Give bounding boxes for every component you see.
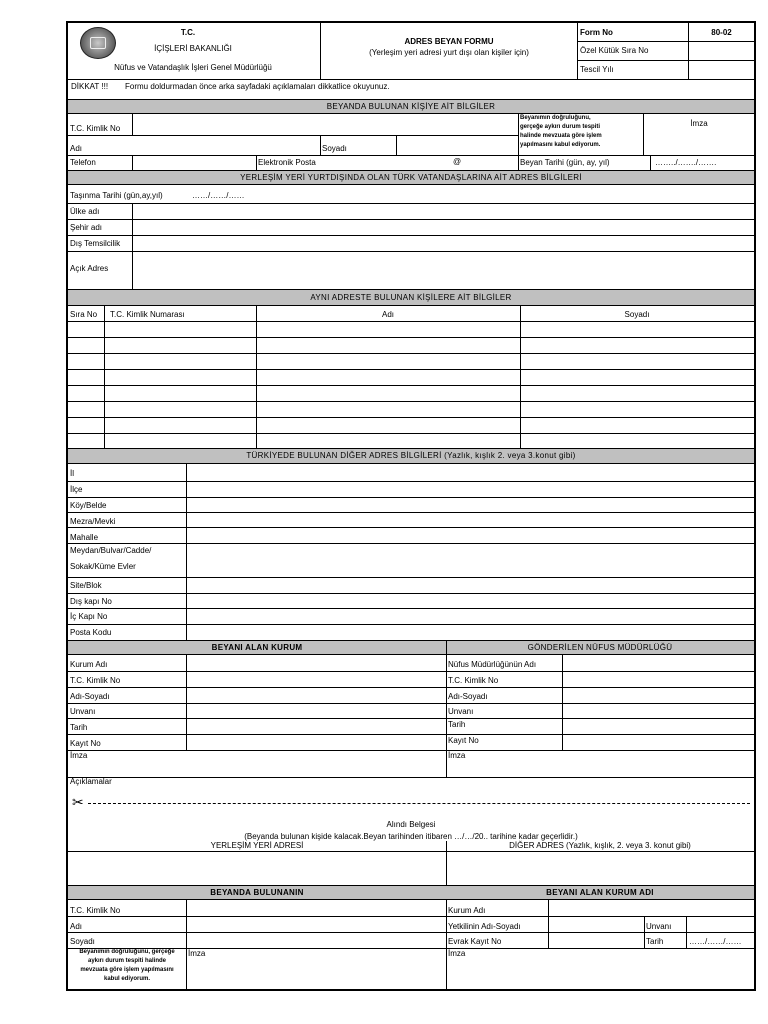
- receipt-imza-left: İmza: [188, 949, 206, 958]
- col-soyadi: Soyadı: [624, 310, 650, 319]
- cut-line: [88, 803, 750, 804]
- receipt-adi-label: Adı: [70, 922, 83, 931]
- address-declaration-form: [66, 21, 756, 991]
- tasinma-tarihi-blank: ……/……/……: [192, 191, 245, 200]
- nufus-kayit-label: Kayıt No: [448, 736, 479, 745]
- declaration-line-3: halinde mevzuata göre işlem: [520, 133, 602, 139]
- kurum-tc-label: T.C. Kimlik No: [70, 676, 121, 685]
- section-other-address-title: TÜRKİYEDE BULUNAN DİĞER ADRES BİLGİLERİ (Yazlık, kışlık 2. veya 3.konut gibi): [68, 448, 754, 464]
- receipt-kurum-adi-label: Kurum Adı: [448, 906, 486, 915]
- receipt-decl-1: Beyanımın doğruluğunu, gerçeğe: [79, 949, 175, 955]
- aciklamalar-label: Açıklamalar: [70, 777, 112, 786]
- nufus-adi-soyadi-label: Adı-Soyadı: [448, 692, 488, 701]
- receipt-soyadi-label: Soyadı: [70, 937, 95, 946]
- receipt-imza-right: İmza: [448, 949, 466, 958]
- warning-text: Formu doldurmadan önce arka sayfadaki açıklamaları dikkatlice okuyunuz.: [125, 82, 390, 91]
- beyani-alan-kurum-adi-title: BEYANI ALAN KURUM ADI: [446, 885, 754, 900]
- nufus-tc-label: T.C. Kimlik No: [448, 676, 499, 685]
- beyanda-bulunanin-title: BEYANDA BULUNANIN: [68, 885, 446, 900]
- koy-belde-label: Köy/Belde: [70, 501, 107, 510]
- posta-kodu-label: Posta Kodu: [70, 628, 112, 637]
- dis-kapi-label: Dış kapı No: [70, 597, 112, 606]
- receipt-evrak-label: Evrak Kayıt No: [448, 937, 502, 946]
- kurum-imza-label: İmza: [70, 751, 88, 760]
- soyadi-label: Soyadı: [322, 144, 347, 153]
- mezra-mevki-label: Mezra/Mevki: [70, 517, 116, 526]
- section-abroad-address-title: YERLEŞİM YERİ YURTDIŞINDA OLAN TÜRK VATANDAŞLARINA AİT ADRES BİLGİLERİ: [68, 170, 754, 185]
- tescil-yili-label: Tescil Yılı: [580, 65, 614, 74]
- col-adi: Adı: [381, 310, 394, 319]
- receipt-decl-2: aykırı durum tespiti halinde: [87, 958, 167, 964]
- kurum-unvani-label: Unvanı: [70, 707, 96, 716]
- header-tc: T.C.: [180, 28, 196, 37]
- col-tc-kimlik: T.C. Kimlik Numarası: [110, 310, 185, 319]
- meydan-bulvar-label: Meydan/Bulvar/Cadde/: [70, 546, 152, 555]
- beyan-tarihi-label: Beyan Tarihi (gün, ay, yıl): [520, 158, 610, 167]
- declaration-line-4: yapılmasını kabul ediyorum.: [520, 142, 601, 148]
- receipt-tarih-blank: ……/……/……: [689, 937, 742, 946]
- ic-kapi-label: İç Kapı No: [70, 612, 108, 621]
- declaration-line-2: gerçeğe aykırı durum tespiti: [520, 124, 601, 130]
- receipt-title: Alındı Belgesi: [386, 820, 436, 829]
- form-no-value: 80-02: [711, 28, 732, 37]
- nufus-tarih-label: Tarih: [448, 720, 466, 729]
- ulke-label: Ülke adı: [70, 207, 100, 216]
- tasinma-tarihi-label: Taşınma Tarihi (gün,ay,yıl): [70, 191, 163, 200]
- beyani-alan-kurum-title: BEYANI ALAN KURUM: [68, 640, 446, 655]
- receipt-unvani-label: Unvanı: [646, 922, 672, 931]
- col-sira-no: Sıra No: [70, 310, 98, 319]
- form-subtitle: (Yerleşim yeri adresi yurt dışı olan kişiler için): [369, 48, 529, 57]
- scissors-icon: ✂: [72, 794, 84, 810]
- dis-temsilcilik-label: Dış Temsilcilik: [70, 239, 121, 248]
- tc-kimlik-label: T.C. Kimlik No: [70, 124, 121, 133]
- receipt-decl-3: mevzuata göre işlem yapılmasını: [80, 967, 174, 973]
- imza-label: İmza: [690, 119, 708, 128]
- section-same-address-people-title: AYNI ADRESTE BULUNAN KİŞİLERE AİT BİLGİLER: [68, 289, 754, 306]
- section-personal-info-title: BEYANDA BULUNAN KİŞİYE AİT BİLGİLER: [68, 99, 754, 114]
- nufus-unvani-label: Unvanı: [448, 707, 474, 716]
- kurum-kayit-label: Kayıt No: [70, 739, 101, 748]
- form-title: ADRES BEYAN FORMU: [404, 37, 494, 46]
- sehir-label: Şehir adı: [70, 223, 103, 232]
- header-directorate: Nüfus ve Vatandaşlık İşleri Genel Müdürlüğü: [114, 63, 272, 72]
- sokak-label: Sokak/Küme Evler: [70, 562, 136, 571]
- warning-label: DİKKAT !!!: [71, 82, 109, 91]
- ministry-seal-icon: [80, 27, 116, 59]
- kurum-tarih-label: Tarih: [70, 723, 88, 732]
- adi-label: Adı: [70, 144, 83, 153]
- receipt-decl-4: kabul ediyorum.: [103, 976, 150, 982]
- receipt-yetkili-label: Yetkilinin Adı-Soyadı: [448, 922, 521, 931]
- beyan-tarihi-blank: ……../……./…….: [655, 158, 717, 167]
- ozel-kutuk-label: Özel Kütük Sıra No: [580, 46, 649, 55]
- nufus-imza-label: İmza: [448, 751, 466, 760]
- receipt-yerlesim-label: YERLEŞİM YERİ ADRESİ: [210, 841, 304, 850]
- declaration-line-1: Beyanımın doğruluğunu,: [520, 115, 591, 121]
- form-no-label: Form No: [580, 28, 613, 37]
- site-blok-label: Site/Blok: [70, 581, 102, 590]
- header-ministry: İÇİŞLERİ BAKANLIĞI: [154, 44, 232, 53]
- kurum-adi-label: Kurum Adı: [70, 660, 108, 669]
- eposta-label: Elektronik Posta: [258, 158, 316, 167]
- il-label: İl: [70, 469, 74, 478]
- receipt-tarih-label: Tarih: [646, 937, 664, 946]
- nufus-adi-label: Nüfus Müdürlüğünün Adı: [448, 660, 537, 669]
- telefon-label: Telefon: [70, 158, 96, 167]
- receipt-tc-label: T.C. Kimlik No: [70, 906, 121, 915]
- receipt-diger-label: DİĞER ADRES (Yazlık, kışlık, 2. veya 3. konut gibi): [509, 841, 691, 850]
- mahalle-label: Mahalle: [70, 533, 99, 542]
- at-sign: @: [453, 157, 462, 166]
- acik-adres-label: Açık Adres: [70, 264, 109, 273]
- receipt-subtitle: (Beyanda bulunan kişide kalacak.Beyan tarihinden itibaren …/…/20.. tarihine kadar geçerlidir.): [244, 832, 578, 841]
- kurum-adi-soyadi-label: Adı-Soyadı: [70, 692, 110, 701]
- gonderilen-nufus-title: GÖNDERİLEN NÜFUS MÜDÜRLÜĞÜ: [446, 640, 754, 655]
- ilce-label: İlçe: [70, 485, 83, 494]
